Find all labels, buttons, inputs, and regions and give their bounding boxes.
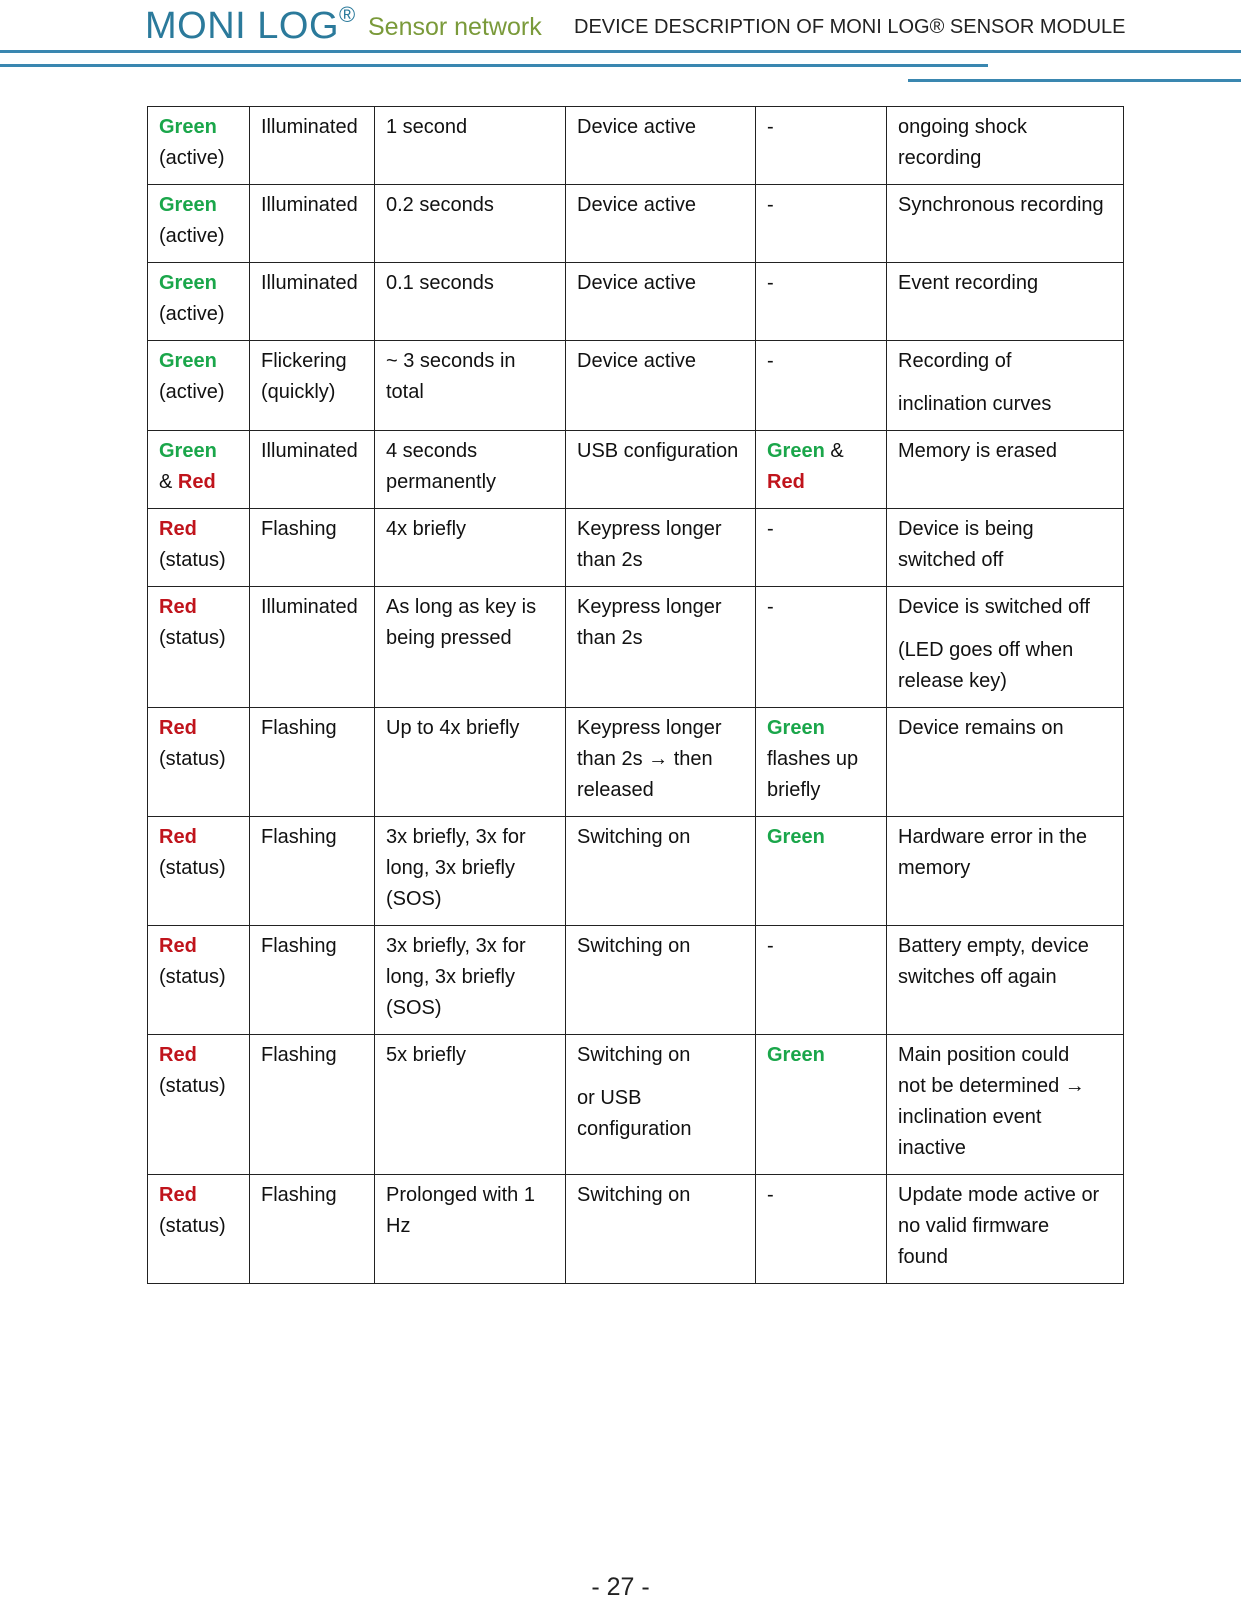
cell-text: briefly [767, 779, 821, 801]
cell-text: - [767, 1184, 774, 1206]
cell-action [566, 341, 756, 431]
header-rule [0, 64, 988, 67]
table-row [148, 587, 1124, 708]
header-rule [0, 50, 1241, 53]
registered-mark: ® [339, 2, 356, 27]
cell-text: Flashing [261, 935, 337, 957]
cell-text: Device active [577, 272, 696, 294]
cell-text: Flashing [261, 717, 337, 739]
cell-led [148, 817, 250, 926]
cell-action [566, 263, 756, 341]
cell-text: 4 seconds [386, 440, 478, 462]
cell-led [148, 185, 250, 263]
cell-text: Flashing [261, 1044, 337, 1066]
cell-text: released [577, 779, 654, 801]
cell-duration [375, 185, 566, 263]
cell-state [250, 817, 375, 926]
cell-text: inclination event [898, 1106, 1042, 1128]
table-row [148, 431, 1124, 509]
cell-text: (status) [159, 966, 226, 988]
cell-duration [375, 431, 566, 509]
cell-duration [375, 341, 566, 431]
cell-text: - [767, 935, 774, 957]
cell-text: Device active [577, 194, 696, 216]
cell-text: configuration [577, 1118, 692, 1140]
led-color-green: Green [159, 116, 217, 138]
cell-meaning [887, 185, 1124, 263]
cell-action [566, 926, 756, 1035]
cell-text: Hardware error in the [898, 826, 1087, 848]
cell-meaning [887, 431, 1124, 509]
led-color-red: Red [159, 935, 197, 957]
cell-text: - [767, 518, 774, 540]
cell-text: 3x briefly, 3x for [386, 826, 526, 848]
table-row [148, 185, 1124, 263]
cell-duration [375, 509, 566, 587]
cell-text: than 2s [577, 627, 643, 649]
brand-logo [145, 2, 356, 48]
cell-meaning [887, 341, 1124, 431]
cell-response [756, 185, 887, 263]
cell-text: release key) [898, 670, 1007, 692]
cell-duration [375, 926, 566, 1035]
cell-led [148, 587, 250, 708]
cell-text: Flashing [261, 518, 337, 540]
cell-led [148, 263, 250, 341]
cell-text: no valid firmware [898, 1215, 1050, 1237]
cell-text: not be determined → [898, 1075, 1085, 1097]
cell-text: Device active [577, 350, 696, 372]
table-row [148, 263, 1124, 341]
cell-text: & [159, 471, 173, 493]
header-rule [908, 79, 1241, 82]
cell-response [756, 926, 887, 1035]
cell-led [148, 107, 250, 185]
table-row [148, 708, 1124, 817]
led-color-red: Red [159, 596, 197, 618]
cell-state [250, 107, 375, 185]
cell-response [756, 587, 887, 708]
cell-text: inclination curves [898, 393, 1052, 415]
cell-action [566, 1035, 756, 1175]
cell-duration [375, 1175, 566, 1284]
cell-led [148, 1175, 250, 1284]
led-color-green: Green [767, 1044, 825, 1066]
cell-text: Flashing [261, 1184, 337, 1206]
cell-action [566, 185, 756, 263]
cell-text: (active) [159, 225, 225, 247]
cell-text: Keypress longer [577, 596, 722, 618]
cell-text: Illuminated [261, 194, 358, 216]
cell-text: - [767, 272, 774, 294]
cell-text: (status) [159, 857, 226, 879]
cell-text: long, 3x briefly [386, 857, 515, 879]
cell-text: or USB [577, 1087, 642, 1109]
brand-name: MONI LOG [145, 5, 340, 47]
cell-text: recording [898, 147, 982, 169]
cell-text: (active) [159, 303, 225, 325]
cell-response [756, 1035, 887, 1175]
cell-meaning [887, 587, 1124, 708]
cell-duration [375, 1035, 566, 1175]
cell-duration [375, 107, 566, 185]
cell-text: Illuminated [261, 272, 358, 294]
cell-response [756, 263, 887, 341]
led-color-red: Red [159, 717, 197, 739]
cell-text: flashes up [767, 748, 859, 770]
cell-text: Prolonged with 1 [386, 1184, 535, 1206]
cell-text: ongoing shock [898, 116, 1027, 138]
cell-text: Up to 4x briefly [386, 717, 520, 739]
table-row [148, 107, 1124, 185]
cell-text: switched off [898, 549, 1004, 571]
cell-duration [375, 708, 566, 817]
cell-text: - [767, 350, 774, 372]
led-status-table [147, 106, 1124, 1284]
cell-response [756, 509, 887, 587]
document-title: DEVICE DESCRIPTION OF MONI LOG® SENSOR MODULE [574, 16, 1126, 38]
cell-text: Memory is erased [898, 440, 1057, 462]
cell-text: & [830, 440, 844, 462]
cell-action [566, 431, 756, 509]
cell-text: Device is switched off [898, 596, 1090, 618]
cell-duration [375, 263, 566, 341]
cell-text: (status) [159, 1075, 226, 1097]
cell-response [756, 431, 887, 509]
led-color-red: Red [767, 471, 805, 493]
cell-text: (active) [159, 381, 225, 403]
cell-text: - [767, 116, 774, 138]
cell-meaning [887, 817, 1124, 926]
table-row [148, 926, 1124, 1035]
led-color-green: Green [159, 272, 217, 294]
cell-text: Illuminated [261, 596, 358, 618]
cell-state [250, 926, 375, 1035]
cell-text: long, 3x briefly [386, 966, 515, 988]
table-row [148, 509, 1124, 587]
cell-state [250, 341, 375, 431]
cell-text: Device is being [898, 518, 1034, 540]
cell-response [756, 708, 887, 817]
cell-text: 3x briefly, 3x for [386, 935, 526, 957]
cell-action [566, 509, 756, 587]
cell-text: Switching on [577, 1044, 691, 1066]
cell-text: Switching on [577, 1184, 691, 1206]
cell-meaning [887, 708, 1124, 817]
cell-text: (SOS) [386, 888, 442, 910]
page-number: - 27 - [591, 1573, 650, 1601]
cell-text: (status) [159, 748, 226, 770]
cell-response [756, 817, 887, 926]
cell-duration [375, 817, 566, 926]
cell-text: than 2s [577, 549, 643, 571]
led-color-green: Green [767, 717, 825, 739]
table-body [148, 107, 1124, 1284]
cell-text: (status) [159, 549, 226, 571]
cell-text: being pressed [386, 627, 512, 649]
cell-text: permanently [386, 471, 497, 493]
cell-text: Keypress longer [577, 518, 722, 540]
cell-action [566, 587, 756, 708]
cell-text: - [767, 596, 774, 618]
cell-text: - [767, 194, 774, 216]
cell-action [566, 107, 756, 185]
cell-meaning [887, 1035, 1124, 1175]
cell-text: (quickly) [261, 381, 336, 403]
led-color-green: Green [767, 826, 825, 848]
cell-duration [375, 587, 566, 708]
table-row [148, 817, 1124, 926]
cell-state [250, 185, 375, 263]
cell-text: Battery empty, device [898, 935, 1089, 957]
cell-text: Device active [577, 116, 696, 138]
cell-text: (LED goes off when [898, 639, 1074, 661]
cell-text: switches off again [898, 966, 1057, 988]
led-color-red: Red [159, 1184, 197, 1206]
cell-text: (SOS) [386, 997, 442, 1019]
cell-text: total [386, 381, 424, 403]
cell-state [250, 509, 375, 587]
cell-text: Recording of [898, 350, 1012, 372]
led-color-green: Green [159, 194, 217, 216]
cell-text: Hz [386, 1215, 411, 1237]
cell-action [566, 817, 756, 926]
cell-text: 0.2 seconds [386, 194, 494, 216]
cell-led [148, 509, 250, 587]
table-row [148, 341, 1124, 431]
cell-state [250, 1175, 375, 1284]
cell-action [566, 708, 756, 817]
cell-state [250, 1035, 375, 1175]
cell-led [148, 926, 250, 1035]
cell-meaning [887, 509, 1124, 587]
cell-text: 5x briefly [386, 1044, 467, 1066]
cell-led [148, 341, 250, 431]
cell-text: Illuminated [261, 116, 358, 138]
cell-text: Switching on [577, 935, 691, 957]
cell-text: Flashing [261, 826, 337, 848]
cell-state [250, 431, 375, 509]
cell-state [250, 263, 375, 341]
cell-response [756, 107, 887, 185]
cell-text: Device remains on [898, 717, 1064, 739]
cell-text: (status) [159, 627, 226, 649]
cell-text: found [898, 1246, 949, 1268]
cell-meaning [887, 1175, 1124, 1284]
cell-meaning [887, 107, 1124, 185]
cell-led [148, 1035, 250, 1175]
led-color-green: Green [159, 440, 217, 462]
cell-text: Main position could [898, 1044, 1070, 1066]
cell-text: Switching on [577, 826, 691, 848]
cell-state [250, 708, 375, 817]
cell-text: (active) [159, 147, 225, 169]
led-color-red: Red [159, 826, 197, 848]
cell-led [148, 708, 250, 817]
cell-action [566, 1175, 756, 1284]
table-row [148, 1035, 1124, 1175]
cell-meaning [887, 926, 1124, 1035]
brand-subtitle: Sensor network [368, 13, 542, 41]
cell-meaning [887, 263, 1124, 341]
led-color-red: Red [159, 518, 197, 540]
led-color-red: Red [159, 1044, 197, 1066]
cell-text: 0.1 seconds [386, 272, 494, 294]
led-color-red: Red [177, 471, 216, 493]
cell-text: As long as key is [386, 596, 537, 618]
cell-text: Event recording [898, 272, 1039, 294]
cell-text: inactive [898, 1137, 966, 1159]
table-row [148, 1175, 1124, 1284]
cell-text: (status) [159, 1215, 226, 1237]
cell-text: 4x briefly [386, 518, 467, 540]
cell-text: USB configuration [577, 440, 739, 462]
cell-text: memory [898, 857, 971, 879]
cell-text: Flickering [261, 350, 347, 372]
cell-state [250, 587, 375, 708]
cell-text: ~ 3 seconds in [386, 350, 516, 372]
cell-led [148, 431, 250, 509]
cell-response [756, 1175, 887, 1284]
cell-text: Update mode active or [898, 1184, 1100, 1206]
cell-text: 1 second [386, 116, 468, 138]
cell-text: Keypress longer [577, 717, 722, 739]
cell-text: than 2s → then [577, 748, 713, 770]
cell-text: Synchronous recording [898, 194, 1104, 216]
led-color-green: Green [767, 440, 825, 462]
cell-text: Illuminated [261, 440, 358, 462]
led-color-green: Green [159, 350, 217, 372]
cell-response [756, 341, 887, 431]
